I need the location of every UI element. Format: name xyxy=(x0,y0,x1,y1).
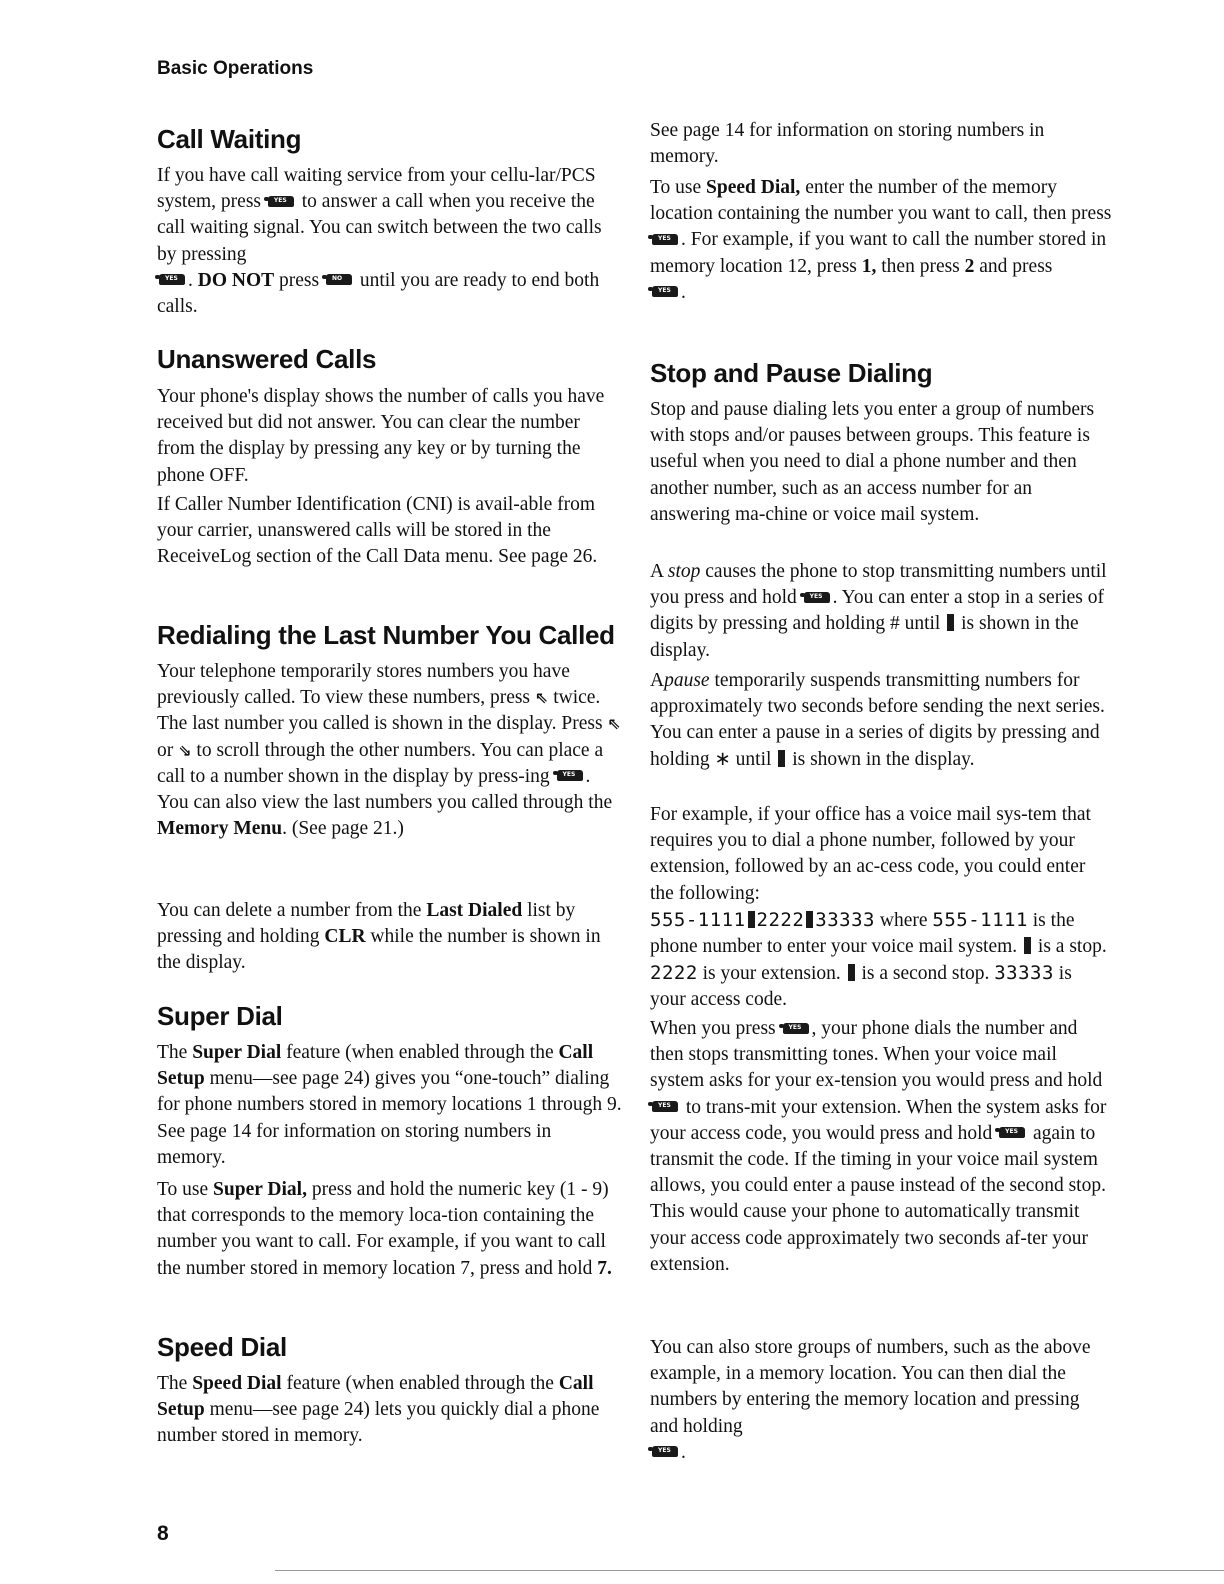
stop-mark-icon xyxy=(1024,937,1031,954)
yes-key-icon xyxy=(652,286,678,297)
stop-mark-icon xyxy=(947,614,954,631)
call-waiting-paragraph: If you have call waiting service from your cellu-lar/PCS system, press YES to answer a call when you receive the call waiting signal. You can switch between the two calls by pressing YES. DO NOT press NO until you are ready to end both calls. xyxy=(157,163,622,320)
unanswered-paragraph-2: If Caller Number Identification (CNI) is avail-able from your carrier, unanswered calls will be stored in the ReceiveLog section of the Call Data menu. See page 26. xyxy=(157,494,598,568)
arrow-down-right-icon: ⇘ xyxy=(178,740,192,760)
yes-key-icon xyxy=(804,592,830,603)
yes-key-icon xyxy=(783,1023,809,1034)
page-number: 8 xyxy=(157,1522,169,1545)
stop-pause-paragraph-6: You can also store groups of numbers, such as the above example, in a memory location. You can then dial the numbers by entering the memory location and pressing and holding YES. xyxy=(650,1335,1112,1466)
stop-pause-paragraph-4: For example, if your office has a voice mail sys-tem that requires you to dial a phone number, followed by your extension, followed by an ac-cess code, you could enter the following: 555-1111 2222 33333 where 555-1111 is the phone number to enter your voice mail system. is a stop. 2222 is your extension. is a second stop. 33333 is your access code. xyxy=(650,804,1107,1011)
stop-pause-paragraph-1: Stop and pause dialing lets you enter a group of numbers with stops and/or pauses between groups. This feature is useful when you need to dial a phone number and then another number, such as an access number for an answering ma-chine or voice mail system. xyxy=(650,399,1095,525)
heading-super-dial: Super Dial xyxy=(157,1001,283,1031)
yes-key-icon xyxy=(159,274,185,285)
redialing-paragraph-1: Your telephone temporarily stores numbers you have previously called. To view these numbers, press ⇖ twice. The last number you called is shown in the display. Press ⇖ or ⇘ to scroll through the other numbers. You can place a call to a number shown in the display by press-ing YES . You can also view the last numbers you called through the Memory Menu. (See page 21.) xyxy=(157,659,622,842)
running-head: Basic Operations xyxy=(157,58,314,79)
bottom-rule xyxy=(275,1570,1224,1571)
redialing-paragraph-2: You can delete a number from the Last Dialed list by pressing and holding CLR while the number is shown in the display. xyxy=(157,900,601,974)
heading-unanswered-calls: Unanswered Calls xyxy=(157,344,377,374)
heading-stop-pause: Stop and Pause Dialing xyxy=(650,358,933,388)
heading-speed-dial: Speed Dial xyxy=(157,1332,287,1362)
super-dial-paragraph-1: The Super Dial feature (when enabled through the Call Setup menu—see page 24) gives you “one-touch” dialing for phone numbers stored in memory locations 1 through 9. See page 14 for information on storing numbers in memory. xyxy=(157,1042,622,1168)
yes-key-icon xyxy=(652,1101,678,1112)
unanswered-paragraph-1: Your phone's display shows the number of calls you have received but did not answer. You can clear the number from the display by pressing any key or by turning the phone OFF. xyxy=(157,386,605,486)
stop-mark-icon xyxy=(806,911,813,928)
stop-pause-paragraph-5: When you press YES , your phone dials the number and then stops transmitting tones. When your voice mail system asks for your ex-tension you would press and hold YES to trans-mit your extension. When the system asks for your access code, you would press and hold YES again to transmit the code. If the timing in your voice mail system allows, you could enter a pause instead of the second stop. This would cause your phone to automatically transmit your access code approximately two seconds af-ter your extension. xyxy=(650,1016,1112,1278)
yes-key-icon xyxy=(652,1446,678,1457)
speed-dial-paragraph-1: The Speed Dial feature (when enabled through the Call Setup menu—see page 24) lets you quickly dial a phone number stored in memory. xyxy=(157,1373,600,1447)
speed-dial-cont-paragraph-2: To use Speed Dial, enter the number of the memory location containing the number you want to call, then press YES. For example, if you want to call the number stored in memory location 12, press 1, then press 2 and press YES. xyxy=(650,175,1112,306)
stop-pause-paragraph-2: A stop causes the phone to stop transmitting numbers until you press and hold YES . You can enter a stop in a series of digits by pressing and holding # until is shown in the display. xyxy=(650,559,1112,664)
yes-key-icon xyxy=(268,196,294,207)
stop-mark-icon xyxy=(748,911,755,928)
heading-call-waiting: Call Waiting xyxy=(157,124,302,154)
yes-key-icon xyxy=(557,770,583,781)
pause-mark-icon xyxy=(778,750,785,767)
arrow-up-left-icon: ⇖ xyxy=(607,714,621,734)
super-dial-paragraph-2: To use Super Dial, press and hold the numeric key (1 - 9) that corresponds to the memory loca-tion containing the number you want to call. For example, if you want to call the number stored in memory location 7, press and hold 7. xyxy=(157,1179,612,1279)
no-key-icon xyxy=(326,274,352,285)
speed-dial-cont-paragraph-1: See page 14 for information on storing numbers in memory. xyxy=(650,120,1045,168)
yes-key-icon xyxy=(999,1127,1025,1138)
stop-pause-paragraph-3: Apause temporarily suspends transmitting numbers for approximately two seconds before sending the next series. You can enter a pause in a series of digits by pressing and holding ∗ until is shown in the display. xyxy=(650,670,1105,770)
yes-key-icon xyxy=(652,234,678,245)
heading-redialing: Redialing the Last Number You Called xyxy=(157,620,615,650)
stop-mark-icon xyxy=(848,964,855,981)
arrow-up-left-icon: ⇖ xyxy=(534,688,549,708)
